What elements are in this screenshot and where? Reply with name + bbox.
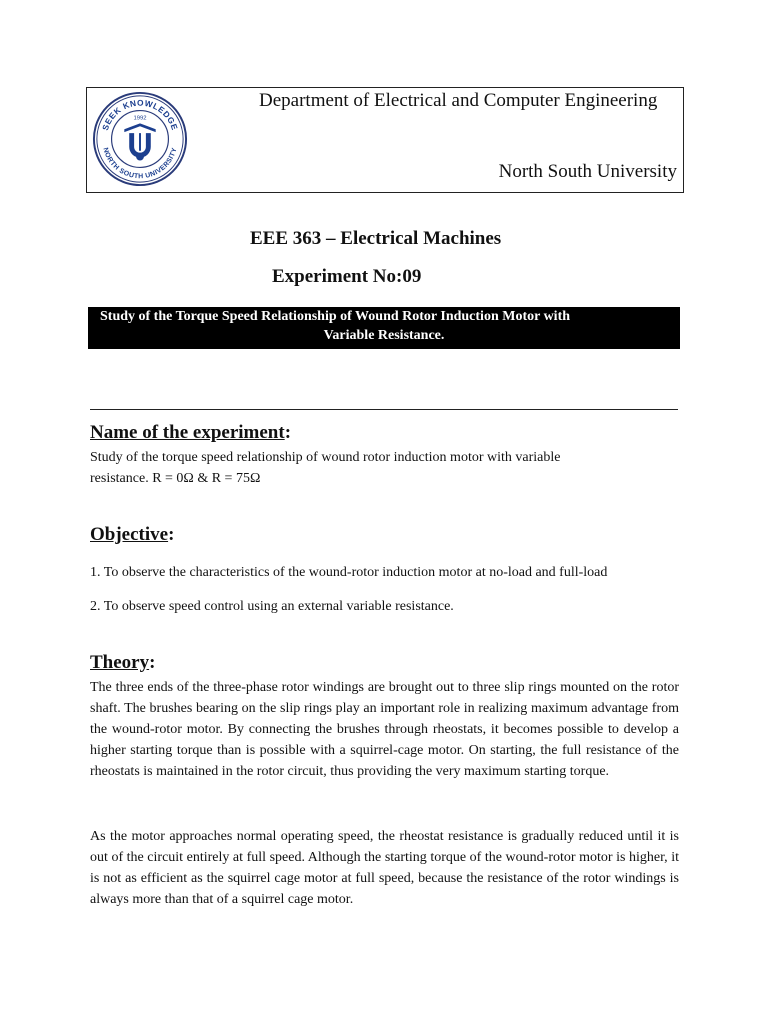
name-text-line-2: resistance. R = 0Ω & R = 75Ω — [90, 471, 261, 486]
name-heading: Name of the experiment: — [90, 422, 292, 443]
theory-paragraph-2: As the motor approaches normal operating speed, the rheostat resistance is gradually reduced until it is out of the circuit entirely at full speed. Although the starting torque of the wound-rotor motor is higher, it is not as efficient as the squirrel cage motor at full speed, because the resistance of the rotor windings is always more than that of a squirrel cage motor. — [90, 829, 679, 907]
university-logo — [91, 90, 189, 188]
objective-item-1: 1. To observe the characteristics of the wound-rotor induction motor at no-load and full-load — [90, 565, 608, 580]
university-name: North South University — [498, 161, 677, 182]
theory-paragraph-1: The three ends of the three-phase rotor windings are brought out to three slip rings mounted on the rotor shaft. The brushes bearing on the slip rings play an important role in realizing maximum advantage from the wound-rotor motor. By connecting the brushes through rheostats, it becomes possible to develop a higher starting torque than is possible with a squirrel-cage motor. On starting, the full resistance of the rheostats is maintained in the rotor circuit, thus providing the very maximum starting torque. — [90, 680, 679, 779]
globe-icon — [136, 153, 144, 161]
department-name: Department of Electrical and Computer Engineering — [259, 90, 658, 111]
name-heading-text: Name of the experiment — [90, 422, 285, 443]
banner-line-2: Variable Resistance. — [323, 328, 445, 343]
logo-year: 1992 — [133, 115, 147, 122]
objective-heading-text: Objective — [90, 524, 169, 545]
objective-item-2: 2. To observe speed control using an external variable resistance. — [90, 599, 454, 614]
horizontal-divider — [90, 409, 678, 410]
header-box — [86, 87, 684, 193]
theory-heading: Theory: — [90, 652, 156, 673]
logo-bottom-text: NORTH SOUTH UNIVERSITY — [101, 146, 179, 181]
experiment-title-banner — [88, 307, 680, 349]
theory-heading-text: Theory — [90, 652, 150, 673]
banner-line-1: Study of the Torque Speed Relationship of Wound Rotor Induction Motor with — [100, 309, 571, 324]
logo-top-text: SEEK KNOWLEDGE — [99, 97, 181, 132]
name-text-line-1: Study of the torque speed relationship of wound rotor induction motor with variable — [90, 450, 561, 465]
objective-heading: Objective: — [90, 524, 175, 545]
experiment-number: Experiment No:09 — [272, 266, 422, 287]
course-title: EEE 363 – Electrical Machines — [250, 228, 502, 249]
